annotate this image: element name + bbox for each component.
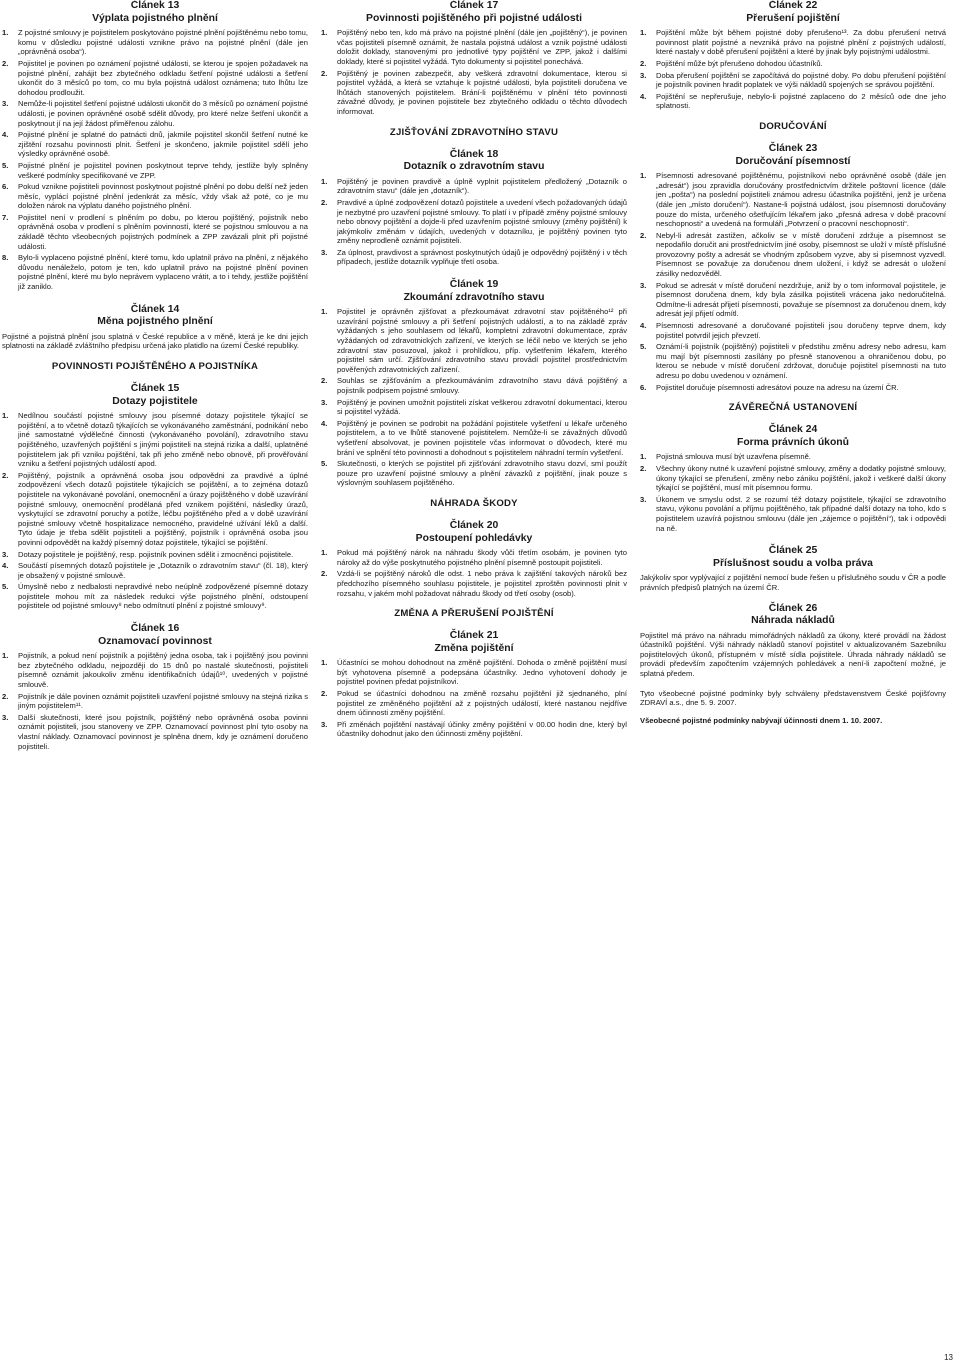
article-title: Příslušnost soudu a volba práva: [713, 557, 873, 569]
list-item: [640, 28, 946, 57]
list-item: [640, 495, 946, 533]
list-item: [2, 471, 308, 548]
item-text: Pojistné plnění je splatné do patnácti dnů, jakmile pojistitel skončil šetření nutné ke zjištění rozsahu povinnosti plnit. Šetření je skončeno, jakmile pojistitel sdělí jeho výsledky oprávněné osobě.: [18, 130, 308, 159]
item-number: 4.: [640, 91, 647, 101]
list-item: [321, 569, 627, 598]
item-text: Písemnosti adresované a doručované pojistiteli jsou doručeny teprve dnem, kdy pojistitel potvrdil jejich převzetí.: [656, 321, 946, 340]
list-item: [640, 231, 946, 279]
list-item: [321, 28, 627, 66]
item-number: 2.: [640, 58, 647, 68]
article-title: Dotazy pojistitele: [112, 395, 198, 407]
item-number: 4.: [2, 561, 9, 571]
article-number: Článek 21: [449, 630, 499, 642]
list-item: [640, 171, 946, 229]
item-number: 1.: [640, 171, 647, 181]
list-item: [2, 411, 308, 469]
item-number: 4.: [640, 321, 647, 331]
item-text: Nebyl-li adresát zastižen, ačkoliv se v místě doručení zdržuje a písemnost se nepodařilo doručit ani prostřednictvím jiné osoby, písemnost se uloží v místě příslušné provozovny pošty a adresát se vhodným způsobem vyzve, aby si písemnost vyzvedl. Písemnost se považuje za doručenou dnem uložení, i když se adresát o uložení zásilky nedozvěděl.: [656, 230, 946, 279]
list-item: [640, 464, 946, 493]
item-number: 1.: [321, 176, 328, 186]
item-text: Pokud vznikne pojistiteli povinnost poskytnout pojistné plnění po dobu delší než jeden měsíc, vyplácí pojistné plnění jedenkrát za měsíc, vždy však až poté, co je mu doložen nárok na výplatu daného pojistného plnění.: [18, 182, 308, 211]
numbered-list: [2, 28, 308, 291]
section-heading: DORUČOVÁNÍ: [759, 120, 827, 132]
list-item: [321, 69, 627, 117]
item-number: 2.: [321, 689, 328, 699]
paragraph: Pojistitel má právo na náhradu mimořádných nákladů za úkony, které provádí na žádost účastníků pojištění. Výši náhrady nákladů stanoví pojistitel v aktualizovaném Sazebníku pojistitelových úkonů, přístupném v místě sídla pojistitele. Úhrada náhrady nákladů se provádí především započtením vzájemných pohledávek a není-li započtení možné, je splatná předem.: [640, 630, 946, 679]
item-text: Pojištěný je povinen se podrobit na požádání pojistitele vyšetření u lékaře určeného pojistitelem, a to ve lhůtě stanovené pojistitelem. Nemůže-li se závažných důvodů vyšetření absolvovat, je povinen pojistitele včas informovat o důvodech, které mu brání ve splnění této povinnosti a dohodnout s pojistitelem náhradní termín vyšetření.: [337, 418, 627, 457]
list-item: [321, 198, 627, 246]
list-item: [321, 248, 627, 267]
spacer: [640, 679, 946, 689]
article-heading: [2, 0, 308, 25]
item-text: Oznámí-li pojistník (pojištěný) pojistiteli v předstihu změnu adresy nebo adresu, kam mu mají být písemnosti zasílány po přesně stanovenou a ohraničenou dobu, po kterou se nebude v místě doručení zdržovat, doručuje pojistitel písemnosti na tuto adresu po dobu uvedenou v oznámení.: [656, 342, 946, 380]
list-item: [321, 548, 627, 567]
list-item: [2, 561, 308, 580]
item-number: 3.: [2, 99, 9, 109]
item-number: 3.: [321, 247, 328, 257]
article-heading: [2, 623, 308, 648]
list-item: [2, 692, 308, 711]
list-item: [2, 161, 308, 180]
item-text: Pojistník je dále povinen oznámit pojistiteli uzavření pojistné smlouvy na stejná rizika s jiným pojistitelem¹¹.: [18, 691, 308, 711]
item-number: 3.: [640, 70, 647, 80]
article-title: Doručování písemností: [735, 155, 851, 167]
item-number: 2.: [2, 691, 9, 701]
article-number: Článek 23: [768, 142, 818, 154]
item-text: Pojištění se nepřerušuje, nebylo-li pojistné zaplaceno do 2 měsíců ode dne jeho splatnosti.: [656, 91, 946, 111]
article-title: Povinnosti pojištěného při pojistné události: [366, 12, 582, 24]
section-heading: ZJIŠŤOVÁNÍ ZDRAVOTNÍHO STAVU: [389, 126, 559, 138]
item-text: Pokud se účastníci dohodnou na změně rozsahu pojištění již sjednaného, plní pojistitel ze změněného pojištění až z pojistných událostí, které nastanou nejdříve dnem účinnosti změny pojištění.: [337, 689, 627, 718]
article-title: Oznamovací povinnost: [98, 635, 212, 647]
item-text: Pojištěný je povinen zabezpečit, aby veškerá zdravotní dokumentace, kterou si pojistitel vyžádá, a která se vztahuje k pojistné události, byla pojistiteli doručena ve lhůtách stanovených pojistitelem. Brání-li pojištěnému v plnění této povinnosti závažné důvody, je povinen pojistitele bez zbytečného odkladu o těchto důvodech informovat.: [337, 68, 627, 116]
item-number: 6.: [640, 382, 647, 392]
numbered-list: [640, 452, 946, 533]
article-title: Postoupení pohledávky: [415, 532, 533, 544]
article-heading: [640, 603, 946, 628]
list-item: [2, 550, 308, 560]
item-text: Úkonem ve smyslu odst. 2 se rozumí též dotazy pojistitele, týkající se zdravotního stavu, výkonu povolání a příjmu pojištěného, tak případné další dotazy na toho, kdo s pojistitelem uzavírá pojistnou smlouvu (dále jen „zájemce o pojištění“), tak i odpovědi na ně.: [656, 494, 946, 533]
item-number: 5.: [2, 160, 9, 170]
item-number: 3.: [2, 712, 9, 722]
section-heading: NÁHRADA ŠKODY: [430, 497, 518, 509]
item-number: 2.: [321, 68, 328, 78]
item-text: Doba přerušení pojištění se započítává do pojistné doby. Po dobu přerušení pojištění je pojistník povinen hradit poplatek ve výši nákladů spojených se správou pojištění.: [656, 70, 946, 90]
effective-date-note: Všeobecné pojistné podmínky nabývají účinnosti dnem 1. 10. 2007.: [640, 715, 883, 725]
list-item: [2, 182, 308, 211]
article-number: Článek 15: [130, 383, 180, 394]
item-number: 1.: [321, 28, 328, 38]
item-number: 2.: [321, 197, 328, 207]
article-title: Výplata pojistného plnění: [92, 12, 218, 24]
article-number: Článek 22: [768, 0, 818, 11]
item-number: 3.: [640, 494, 647, 504]
list-item: [321, 720, 627, 739]
item-number: 1.: [2, 411, 9, 421]
item-number: 1.: [2, 651, 9, 661]
item-text: Všechny úkony nutné k uzavření pojistné smlouvy, změny a dodatky pojistné smlouvy, úkony týkající se přerušení, změny nebo zániku pojištění, jakož i veškeré další úkony týkající se pojištění, musí mít písemnou formu.: [656, 463, 946, 493]
list-item: [321, 689, 627, 718]
item-text: Pojistitel není v prodlení s plněním po dobu, po kterou pojištěný, pojistník nebo oprávněná osoba v prodlení s plněním povinností, které se pojistnou smlouvou a na základě těchto všeobecných pojistných podmínek a ZPP zavázali plnit při pojistné události.: [18, 212, 308, 251]
numbered-list: [2, 411, 308, 611]
item-text: Pojistník, a pokud není pojistník a pojištěný jedna osoba, tak i pojištěný jsou povinni bez zbytečného odkladu, nejpozději do 15 dnů po nastalé skutečnosti, pojistiteli písemně oznámit jakoukoliv změnu identifikačních údajů¹⁰, uvedených v pojistné smlouvě.: [18, 651, 308, 690]
item-number: 2.: [2, 470, 9, 480]
item-number: 1.: [640, 28, 647, 38]
article-title: Zkoumání zdravotního stavu: [403, 291, 545, 303]
article-title: Dotazník o zdravotním stavu: [403, 161, 545, 173]
item-text: Pojištěný je povinen umožnit pojistiteli získat veškerou zdravotní dokumentaci, kterou si pojistitel vyžádá.: [337, 397, 627, 417]
article-heading: [321, 149, 627, 174]
article-number: Článek 14: [130, 303, 180, 315]
spacer: [2, 294, 308, 304]
list-item: [321, 419, 627, 457]
item-text: Dotazy pojistitele je pojištěný, resp. pojistník povinen sdělit i zmocněnci pojistitele.: [18, 549, 294, 559]
item-text: Pojistitel je oprávněn zjišťovat a přezkoumávat zdravotní stav pojištěného¹² při uzavírání pojistné smlouvy a při šetření pojistných událostí, a to na základě zpráv vyžádaných s jeho souhlasem od lékařů, kompletní zdravotní dokumentace, zpráv vyžádaných od zdravotnických zařízení, ve kterých se léčil nebo ve kterých se jeho zdravotní stav posuzoval, jakož i prohlídkou, příp. vyšetřením lékařem, kterého pojistitel sám určí. Zjišťování zdravotního stavu provádí pojistitel prostřednictvím pověřených zdravotnických zařízení.: [337, 307, 627, 374]
list-item: [2, 582, 308, 611]
item-number: 4.: [321, 418, 328, 428]
item-text: Pojištění může být během pojistné doby přerušeno¹³. Za dobu přerušení netrvá povinnost platit pojistné a nevzniká právo na pojistné plnění z pojistných událostí, které nastaly v době přerušení pojištění a které by jinak byly pojistnými událostmi.: [656, 28, 946, 57]
item-text: Za úplnost, pravdivost a správnost poskytnutých údajů je odpovědný pojištěný i v těch případech, jestliže dotazník vyplňuje třetí osoba.: [337, 247, 627, 267]
list-item: [2, 713, 308, 751]
article-number: Článek 13: [130, 0, 180, 11]
spacer: [2, 613, 308, 623]
item-number: 3.: [2, 549, 9, 559]
article-heading: [321, 0, 627, 25]
item-number: 1.: [640, 452, 647, 462]
list-item: [2, 59, 308, 97]
column-left: [2, 0, 308, 753]
paragraph: Tyto všeobecné pojistné podmínky byly schváleny představenstvem České pojišťovny ZDRAVÍ a.s., dne 5. 9. 2007.: [640, 688, 946, 708]
item-number: 3.: [321, 719, 328, 729]
paragraph: Pojistné a pojistná plnění jsou splatná v České republice a v měně, která je ke dni jejich splatnosti na základě zvláštního předpisu určená jako platidlo na území České republiky.: [2, 331, 308, 351]
item-text: Součástí písemných dotazů pojistitele je „Dotazník o zdravotním stavu“ (čl. 18), který je obsažený v pojistné smlouvě.: [18, 561, 308, 580]
numbered-list: [321, 28, 627, 116]
item-number: 1.: [2, 28, 9, 38]
list-item: [321, 658, 627, 687]
item-number: 5.: [321, 459, 328, 469]
numbered-list: [321, 177, 627, 267]
list-item: [2, 651, 308, 689]
list-item: [640, 71, 946, 90]
article-heading: [640, 424, 946, 449]
numbered-list: [321, 548, 627, 598]
list-item: [640, 92, 946, 111]
article-number: Článek 26: [768, 602, 818, 614]
article-title: Náhrada nákladů: [751, 615, 835, 627]
article-heading: [640, 143, 946, 168]
article-heading: [321, 520, 627, 545]
item-number: 6.: [2, 182, 9, 192]
list-item: [2, 130, 308, 159]
item-text: Účastníci se mohou dohodnout na změně pojištění. Dohoda o změně pojištění musí být vyhotovena písemně a podepsána účastníky. Jedno vyhotovení dohody je pojistitel povinen předat pojistníkovi.: [337, 658, 627, 687]
item-text: Pojistné plnění je pojistitel povinen poskytnout teprve tehdy, jestliže byly splněny veškeré podmínky specifikované ve ZPP.: [18, 160, 308, 180]
spacer: [640, 593, 946, 603]
article-heading: [640, 545, 946, 570]
item-text: Z pojistné smlouvy je pojistitelem poskytováno pojistné plnění pojištěnému nebo tomu, komu v důsledku pojistné události vznikne právo na pojistné plnění (dále jen „oprávněná osoba“).: [18, 28, 308, 57]
article-title: Měna pojistného plnění: [97, 316, 213, 328]
item-number: 3.: [321, 397, 328, 407]
item-text: Pojištěný, pojistník a oprávněná osoba jsou odpovědni za pravdivé a úplné zodpovězení všech dotazů pojistitele týkajících se pojištění, a to zejména dotazů pojistitele na vykonávané povolání, onemocnění a úrazy pojištěného v době uzavírání pojistné smlouvy, onemocnění prodělaná před vznikem pojištění, následky úrazů, vyskytující se zdravotní poruchy a potíže, léčbu pojištěného před a v době uzavírání pojistné smlouvy včetně hospitalizace nemocného, pravidelné užívání léků a další. Tyto údaje je třeba sdělit pojistiteli a pojištěný, pojistník i oprávněná osoba jsou povinni odpovědět na každý písemný dotaz pojistitele, týkající se pojištění.: [18, 470, 308, 547]
article-number: Článek 25: [768, 545, 818, 557]
item-text: Úmyslně nebo z nedbalosti nepravdivé nebo neúplně zodpovězené písemné dotazy pojistitele mohou mít za následek redukci výše pojistného plnění, odstoupení pojistitele od pojistné smlouvy⁸ nebo odmítnutí plnění z pojistné smlouvy⁹.: [18, 582, 308, 611]
article-title: Změna pojištění: [434, 642, 514, 654]
list-item: [640, 59, 946, 69]
item-number: 2.: [640, 230, 647, 240]
item-text: Pojistná smlouva musí být uzavřena písemně.: [656, 452, 811, 462]
spacer: [640, 535, 946, 545]
item-text: Pojištěný je povinen pravdivě a úplně vyplnit pojistitelem předložený „Dotazník o zdravotním stavu“ (dále jen „dotazník“).: [337, 176, 627, 196]
item-number: 2.: [321, 569, 328, 579]
article-number: Článek 24: [768, 424, 818, 436]
page-number: 13: [944, 1353, 953, 1362]
list-item: [321, 376, 627, 395]
article-title: Forma právních úkonů: [736, 436, 849, 448]
article-heading: [321, 279, 627, 304]
list-item: [2, 99, 308, 128]
item-text: Pojistitel doručuje písemnosti adresátovi pouze na adresu na území ČR.: [656, 382, 899, 392]
column-middle: [321, 0, 627, 741]
item-number: 5.: [2, 582, 9, 592]
list-item: [2, 213, 308, 251]
item-text: Pojistitel je povinen po oznámení pojistné události, se kterou je spojen požadavek na pojistné plnění, zahájit bez zbytečného odkladu šetření pojistné události a šetření ukončit do 3 měsíců po tom, co mu byla pojistná událost oznámena; tuto lhůtu lze dohodou prodloužit.: [18, 58, 308, 97]
item-number: 1.: [321, 307, 328, 317]
list-item: [321, 307, 627, 374]
item-number: 3.: [640, 280, 647, 290]
numbered-list: [321, 307, 627, 488]
item-number: 1.: [321, 548, 328, 558]
column-right: [640, 0, 946, 733]
list-item: [640, 452, 946, 462]
item-number: 5.: [640, 342, 647, 352]
list-item: [640, 281, 946, 319]
article-number: Článek 19: [449, 279, 499, 291]
article-heading: [2, 383, 308, 408]
list-item: [321, 459, 627, 488]
item-number: 2.: [321, 376, 328, 386]
list-item: [640, 383, 946, 393]
spacer: [321, 269, 627, 279]
item-text: Pravdivé a úplné zodpovězení dotazů pojistitele a uvedení všech požadovaných údajů je nezbytné pro uzavření pojistné smlouvy. To platí i v případě změny pojistné smlouvy nebo obnovy pojištění a dojde-li před uzavřením pojistné smlouvy (změny pojištění) k jakýmkoliv změnám v údajích, uvedených v dotazníku, je pojištěný povinen tyto změny neprodleně oznámit pojistiteli.: [337, 197, 627, 246]
item-number: 8.: [2, 253, 9, 263]
article-number: Článek 16: [130, 623, 180, 635]
item-number: 2.: [2, 58, 9, 68]
paragraph: Jakýkoliv spor vyplývající z pojištění nemocí bude řešen u příslušného soudu v ČR a podle právních předpisů platných na území ČR.: [640, 573, 946, 592]
item-text: Skutečnosti, o kterých se pojistitel při zjišťování zdravotního stavu dozví, smí použít pouze pro uzavření pojistné smlouvy a plnění závazků z pojištění, jinak pouze s výslovným souhlasem pojištěného.: [337, 459, 627, 488]
article-heading: [640, 0, 946, 25]
list-item: [321, 177, 627, 196]
article-number: Článek 17: [449, 0, 499, 11]
item-number: 7.: [2, 212, 9, 222]
section-heading: POVINNOSTI POJIŠTĚNÉHO A POJISTNÍKA: [51, 361, 259, 372]
article-number: Článek 18: [449, 148, 499, 160]
item-text: Pojištění může být přerušeno dohodou účastníků.: [656, 58, 823, 68]
section-heading: ZÁVĚREČNÁ USTANOVENÍ: [728, 402, 858, 414]
item-number: 2.: [640, 463, 647, 473]
item-text: Vzdá-li se pojištěný nároků dle odst. 1 nebo práva k zajištění takových nároků bez předchozího písemného souhlasu pojistitele, je pojistitel zproštěn povinnosti plnit v rozsahu, v jakém mohl požadovat náhradu škody od třetí osoby (osob).: [337, 569, 627, 598]
item-text: Písemnosti adresované pojištěnému, pojistníkovi nebo oprávněné osobě (dále jen „adresát“) jsou zpravidla doručovány prostřednictvím držitele poštovní licence (dále jen „pošta“) na poslední pojistiteli známou adresu účastníka pojištění, jenž je určena (dále jen „místo doručení“). Nastane-li pojistná událost, jsou písemnosti doručovány pouze do místa, určeného ošetřujícím lékařem jako „přesná adresa v době pracovní neschopnosti“ a uvedená na formuláři „Potvrzení o pracovní neschopnosti“.: [656, 171, 946, 229]
section-heading: ZMĚNA A PŘERUŠENÍ POJIŠTĚNÍ: [394, 608, 554, 620]
numbered-list: [321, 658, 627, 739]
list-item: [640, 321, 946, 340]
list-item: [2, 253, 308, 291]
numbered-list: [640, 28, 946, 111]
item-number: 1.: [321, 658, 328, 668]
item-text: Souhlas se zjišťováním a přezkoumáváním zdravotního stavu dává pojištěný a pojistník podpisem pojistné smlouvy.: [337, 376, 627, 395]
item-number: 4.: [2, 130, 9, 140]
item-text: Pojištěný nebo ten, kdo má právo na pojistné plnění (dále jen „pojištěný“), je povinen včas pojistiteli písemně oznámit, že nastala pojistná událost a vznik pojistné události doložit doklady, stanovenými pro jednotlivé typy pojištění ve ZPP, jakož i dalšími doklady, které si pojistitel vyžádá. Tyto dokumenty si pojistitel ponechává.: [337, 28, 627, 66]
item-text: Nemůže-li pojistitel šetření pojistné události ukončit do 3 měsíců po oznámení pojistné události, je povinen oprávněné osobě sdělit důvody, pro které nelze šetření ukončit a poskytnout jí na její žádost přiměřenou zálohu.: [18, 99, 308, 128]
article-heading: [2, 304, 308, 329]
item-text: Pokud má pojištěný nárok na náhradu škody vůči třetím osobám, je povinen tyto nároky až do výše poskytnutého pojistného plnění písemně postoupit pojistiteli.: [337, 548, 627, 567]
list-item: [640, 342, 946, 380]
numbered-list: [2, 651, 308, 751]
numbered-list: [640, 171, 946, 392]
item-text: Další skutečnosti, které jsou pojistník, pojištěný nebo oprávněná osoba povinni oznámit pojistiteli, jsou stanoveny ve ZPP. Oznamovací povinnost plní tyto osoby na vlastní náklady. Oznamovací povinnost je splněna dnem, kdy je oznámení doručeno pojistiteli.: [18, 712, 308, 751]
item-text: Bylo-li vyplaceno pojistné plnění, které tomu, kdo uplatnil právo na plnění, z nějakého důvodu nenáleželo, potom je ten, kdo uplatnil právo na pojistné plnění povinen pojistné plnění, které mu bylo neprávem vyplaceno vrátit, a to i tehdy, jestliže pojištění již zaniklo.: [18, 253, 308, 292]
list-item: [321, 398, 627, 417]
article-heading: [321, 630, 627, 655]
article-title: Přerušení pojištění: [746, 12, 840, 24]
item-text: Pokud se adresát v místě doručení nezdržuje, aniž by o tom informoval pojistitele, je písemnost doručena dnem, kdy byla zásilka pojistiteli vrácena jako nedoručitelná. Odmítne-li adresát přijetí písemnosti, považuje se písemnost za doručenou dnem, kdy adresát její přijetí odmítl.: [656, 280, 946, 319]
article-number: Článek 20: [449, 519, 499, 531]
list-item: [2, 28, 308, 57]
item-text: Při změnách pojištění nastávají účinky změny pojištění v 00.00 hodin dne, který byl účastníky dohodnut jako den účinnosti změny pojištění.: [337, 719, 627, 739]
item-text: Nedílnou součástí pojistné smlouvy jsou písemné dotazy pojistitele týkající se pojištění, a to včetně dotazů týkajících se vykonávaného zaměstnání, podnikání nebo jiné samostatné výdělečné činnosti (vykonávaného povolání), zdravotního stavu pojištěného, uzavřených pojištění s jinými pojistiteli na stejná rizika a další, uplatněné pojistitelem jak při vzniku pojištění, tak při jeho změně nebo obnově, při prověřování vzniku a šetření pojistných událostí apod.: [18, 411, 308, 469]
